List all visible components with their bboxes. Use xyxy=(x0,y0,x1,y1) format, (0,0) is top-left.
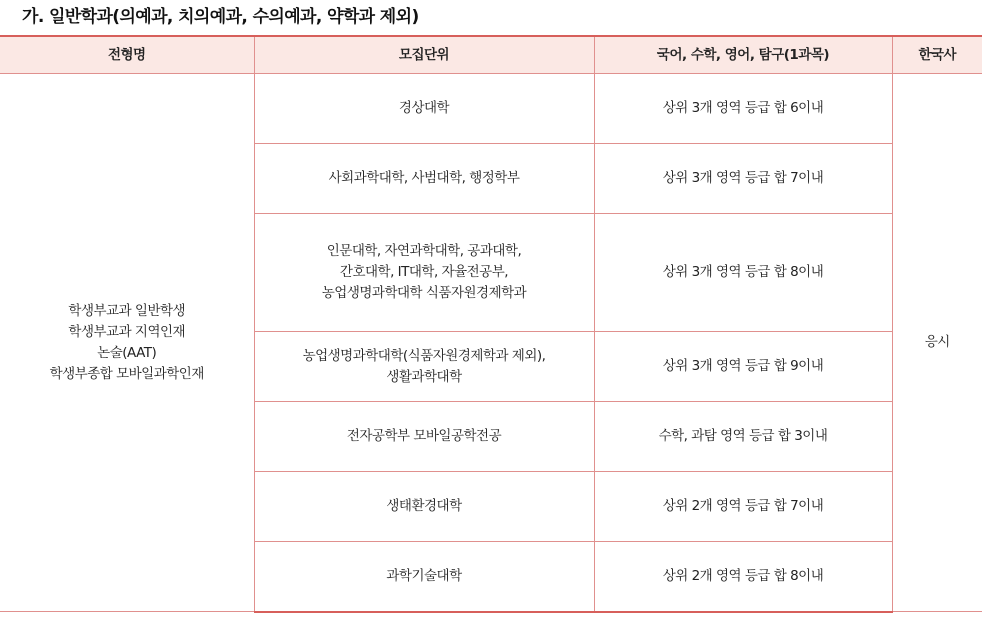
recruitment-unit-text: 간호대학, IT대학, 자율전공부, xyxy=(339,264,509,280)
table-header-row xyxy=(0,36,982,74)
recruitment-unit-text: 경상대학 xyxy=(398,100,450,116)
admission-type-label: 학생부종합 모바일과학인재 xyxy=(49,365,204,382)
recruitment-unit-cell xyxy=(254,542,594,612)
recruitment-unit-cell xyxy=(254,214,594,332)
requirement-cell: 상위 2개 영역 등급 합 7이내 xyxy=(594,472,892,542)
header-korean-history: 한국사 xyxy=(892,36,982,74)
header-subject-requirement: 국어, 수학, 영어, 탐구(1과목) xyxy=(594,36,892,74)
recruitment-unit-cell xyxy=(254,144,594,214)
recruitment-unit-text: 사회과학대학, 사범대학, 행정학부 xyxy=(328,170,520,186)
requirement-cell: 상위 2개 영역 등급 합 8이내 xyxy=(594,542,892,612)
recruitment-unit-text: 생태환경대학 xyxy=(386,498,462,514)
recruitment-unit-text: 전자공학부 모바일공학전공 xyxy=(346,428,502,444)
section-title: 가. 일반학과(의예과, 치의예과, 수의예과, 약학과 제외) xyxy=(22,7,419,27)
requirement-cell: 상위 3개 영역 등급 합 6이내 xyxy=(594,74,892,144)
recruitment-unit-text: 농업생명과학대학(식품자원경제학과 제외), xyxy=(302,347,546,364)
requirement-cell: 상위 3개 영역 등급 합 9이내 xyxy=(594,332,892,402)
admission-type-label: 학생부교과 일반학생 xyxy=(68,302,186,319)
header-admission-type: 전형명 xyxy=(0,36,254,74)
recruitment-unit-cell xyxy=(254,402,594,472)
requirement-cell: 수학, 과탐 영역 등급 합 3이내 xyxy=(594,402,892,472)
recruitment-unit-text: 인문대학, 자연과학대학, 공과대학, xyxy=(326,243,522,259)
admission-type-label: 학생부교과 지역인재 xyxy=(68,323,186,340)
admission-requirements-table xyxy=(0,35,982,613)
recruitment-unit-text: 과학기술대학 xyxy=(386,567,462,584)
recruitment-unit-cell xyxy=(254,74,594,144)
recruitment-unit-cell xyxy=(254,332,594,402)
recruitment-unit-text: 생활과학대학 xyxy=(386,368,462,385)
header-recruitment-unit: 모집단위 xyxy=(254,36,594,74)
korean-history-cell: 응시 xyxy=(892,74,982,612)
admission-type-cell xyxy=(0,74,254,612)
requirement-cell: 상위 3개 영역 등급 합 7이내 xyxy=(594,144,892,214)
requirement-cell: 상위 3개 영역 등급 합 8이내 xyxy=(594,214,892,332)
admission-type-label: 논술(AAT) xyxy=(97,344,157,361)
recruitment-unit-cell xyxy=(254,472,594,542)
recruitment-unit-text: 농업생명과학대학 식품자원경제학과 xyxy=(321,285,527,301)
table-row xyxy=(0,74,982,144)
